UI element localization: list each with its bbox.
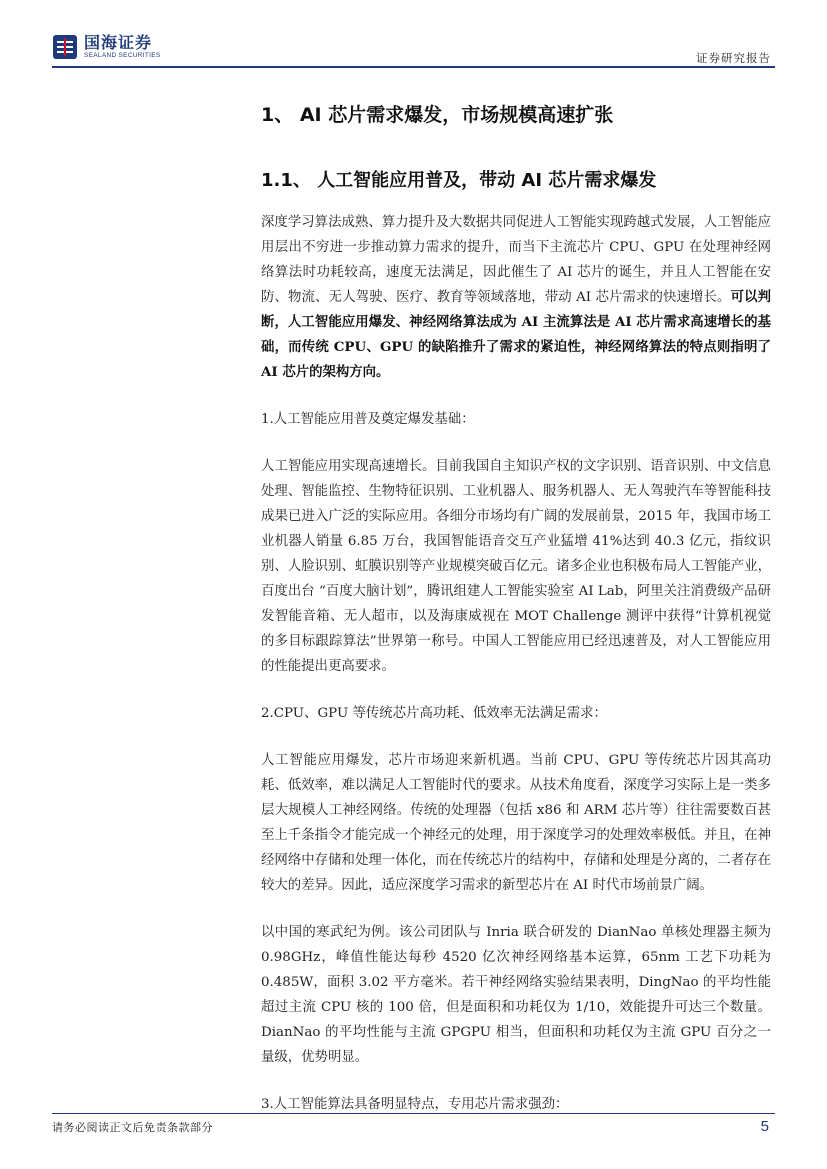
sealand-logo-icon [52,34,78,60]
company-logo [52,34,161,60]
page-header [0,0,827,72]
section-heading: 1、 AI 芯片需求爆发，市场规模高速扩张 [261,104,614,126]
intro-text: 深度学习算法成熟、算力提升及大数据共同促进人工智能实现跨越式发展，人工智能应用层出不穷进一步推动算力需求的提升，而当下主流芯片 CPU、GPU 在处理神经网络算法时功耗较高，速度无法满足，因此催生了 AI 芯片的诞生，并且人工智能在安防、物流、无人驾驶、医疗、教育等领域落地，带动 AI 芯片需求的快速增长。 [261,215,771,305]
intro-paragraph [261,210,771,385]
paragraph-cambricon: 以中国的寒武纪为例。该公司团队与 Inria 联合研发的 DianNao 单核处理器主频为 0.98GHz，峰值性能达每秒 4520 亿次神经网络基本运算，65nm 工艺下功耗为 0.485W，面积 3.02 平方毫米。若干神经网络实验结果表明，DingNao 的平均性能超过主流 CPU 核的 100 倍，但是面积和功耗仅为 1/10，效能提升可达三个数量。DianNao 的平均性能与主流 GPGPU 相当，但面积和功耗仅为主流 GPU 百分之一量级，优势明显。 [261,925,771,1065]
logo-english-name: SEALAND SECURITIES [84,51,161,59]
page-number: 5 [760,1118,769,1135]
point-heading-2: 2.CPU、GPU 等传统芯片高功耗、低效率无法满足需求： [261,706,607,721]
point-heading-1: 1.人工智能应用普及奠定爆发基础： [261,412,475,427]
main-content [261,210,771,1117]
logo-chinese-name: 国海证券 [84,32,153,52]
point-heading-3: 3.人工智能算法具备明显特点，专用芯片需求强劲： [261,1097,569,1112]
paragraph-ai-applications: 人工智能应用实现高速增长。目前我国自主知识产权的文字识别、语音识别、中文信息处理、智能监控、生物特征识别、工业机器人、服务机器人、无人驾驶汽车等智能科技成果已进入广泛的实际应用。各细分市场均有广阔的发展前景，2015 年，我国市场工业机器人销量 6.85 万台，我国智能语音交互产业猛增 41%达到 40.3 亿元，指纹识别、人脸识别、虹膜识别等产业规模突破百亿元。诸多企业也积极布局人工智能产业，百度出台 “百度大脑计划”，腾讯组建人工智能实验室 AI Lab，阿里关注消费级产品研发智能音箱、无人超市，以及海康威视在 MOT Challenge 测评中获得“计算机视觉的多目标跟踪算法”世界第一称号。中国人工智能应用已经迅速普及，对人工智能应用的性能提出更高要求。 [261,459,771,674]
paragraph-traditional-chips: 人工智能应用爆发，芯片市场迎来新机遇。当前 CPU、GPU 等传统芯片因其高功耗、低效率，难以满足人工智能时代的要求。从技术角度看，深度学习实际上是一类多层大规模人工神经网络。传统的处理器（包括 x86 和 ARM 芯片等）往往需要数百甚至上千条指令才能完成一个神经元的处理，用于深度学习的处理效率极低。并且，在神经网络中存储和处理一体化，而在传统芯片的结构中，存储和处理是分离的，二者存在较大的差异。因此，适应深度学习需求的新型芯片在 AI 时代市场前景广阔。 [261,753,771,893]
disclaimer-text: 请务必阅读正文后免责条款部分 [52,1121,213,1134]
intro-conclusion: 可以判断，人工智能应用爆发、神经网络算法成为 AI 主流算法是 AI 芯片需求高速增长的基础，而传统 CPU、GPU 的缺陷推升了需求的紧迫性，神经网络算法的特点则指明了 AI 芯片的架构方向。 [261,289,771,380]
subsection-heading: 1.1、 人工智能应用普及，带动 AI 芯片需求爆发 [261,170,657,191]
footer-divider [52,1113,775,1114]
header-divider [52,66,775,68]
report-type-label: 证券研究报告 [696,51,771,65]
